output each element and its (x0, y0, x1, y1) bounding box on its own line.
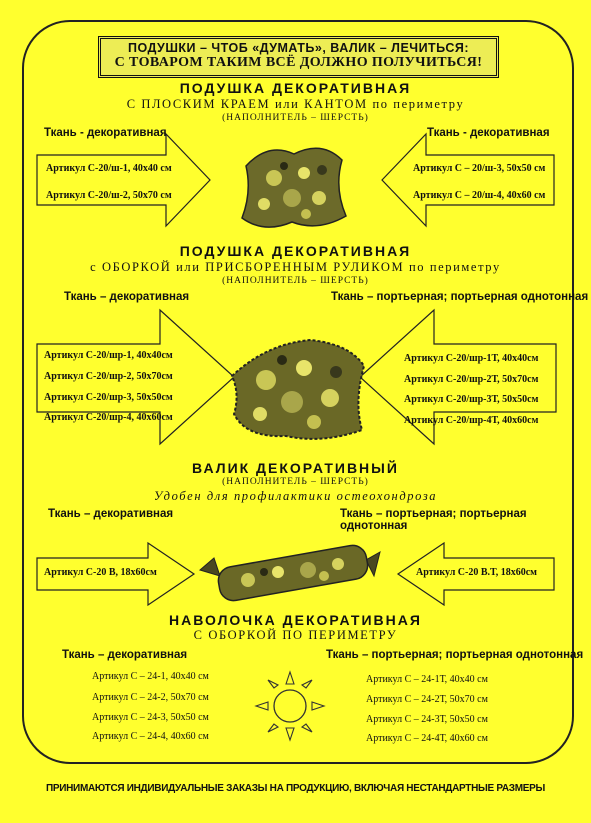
section1-note: (НАПОЛНИТЕЛЬ – ШЕРСТЬ) (222, 113, 369, 123)
section3-right-item: Артикул С-20 В.Т, 18х60см (416, 567, 537, 578)
section2-title: ПОДУШКА ДЕКОРАТИВНАЯ (179, 243, 412, 259)
section4-right-item-1: Артикул С – 24-1Т, 40х40 см (366, 674, 488, 685)
header-line-1: ПОДУШКИ – ЧТОБ «ДУМАТЬ», ВАЛИК – ЛЕЧИТЬСЯ: (127, 41, 470, 55)
section2-note: (НАПОЛНИТЕЛЬ – ШЕРСТЬ) (222, 276, 369, 286)
section3-note: (НАПОЛНИТЕЛЬ – ШЕРСТЬ) (222, 477, 369, 487)
section4-left-item-2: Артикул С – 24-2, 50х70 см (92, 692, 209, 703)
section1-left-arrow (36, 133, 212, 227)
section2-left-item-2: Артикул С-20/шр-2, 50х70см (44, 371, 173, 382)
section1-right-item-2: Артикул С – 20/ш-4, 40х60 см (413, 190, 546, 201)
header-banner (98, 36, 499, 78)
section4-left-item-4: Артикул С – 24-4, 40х60 см (92, 731, 209, 742)
section4-title: НАВОЛОЧКА ДЕКОРАТИВНАЯ (169, 612, 422, 628)
section1-right-fabric: Ткань - декоративная (427, 127, 550, 139)
section4-left-fabric: Ткань – декоративная (62, 649, 188, 661)
footer-note: ПРИНИМАЮТСЯ ИНДИВИДУАЛЬНЫЕ ЗАКАЗЫ НА ПРОДУКЦИЮ, ВКЛЮЧАЯ НЕСТАНДАРТНЫЕ РАЗМЕРЫ (45, 783, 545, 794)
section4-left-item-1: Артикул С – 24-1, 40х40 см (92, 671, 209, 682)
section2-right-item-2: Артикул С-20/шр-2Т, 50х70см (404, 374, 539, 385)
section1-left-fabric: Ткань - декоративная (44, 127, 167, 139)
section2-right-item-3: Артикул С-20/шр-3Т, 50х50см (404, 394, 539, 405)
section4-left-item-3: Артикул С – 24-3, 50х50 см (92, 712, 209, 723)
pillow-ruffled-image (226, 336, 370, 444)
section1-left-item-1: Артикул С-20/ш-1, 40х40 см (46, 163, 172, 174)
header-line-2: С ТОВАРОМ ТАКИМ ВСЁ ДОЛЖНО ПОЛУЧИТЬСЯ! (114, 55, 483, 70)
section2-left-item-1: Артикул С-20/шр-1, 40х40см (44, 350, 173, 361)
section1-left-item-2: Артикул С-20/ш-2, 50х70 см (46, 190, 172, 201)
section3-slogan: Удобен для профилактики остеохондроза (153, 489, 438, 503)
section3-right-fabric: Ткань – портьерная; портьерная однотонная (340, 508, 527, 532)
section2-right-item-1: Артикул С-20/шр-1Т, 40х40см (404, 353, 539, 364)
bolster-image (198, 542, 382, 602)
section3-left-fabric: Ткань – декоративная (48, 508, 174, 520)
section1-subtitle: С ПЛОСКИМ КРАЕМ или КАНТОМ по периметру (126, 97, 465, 111)
section2-left-item-3: Артикул С-20/шр-3, 50х50см (44, 392, 173, 403)
section2-right-item-4: Артикул С-20/шр-4Т, 40х60см (404, 415, 539, 426)
section3-title: ВАЛИК ДЕКОРАТИВНЫЙ (192, 460, 399, 476)
section4-right-item-2: Артикул С – 24-2Т, 50х70 см (366, 694, 488, 705)
pillow-flat-edge-image (234, 138, 352, 236)
section4-right-item-3: Артикул С – 24-3Т, 50х50 см (366, 714, 488, 725)
section2-left-fabric: Ткань – декоративная (64, 291, 190, 303)
section2-left-item-4: Артикул С-20/шр-4, 40х60см (44, 412, 173, 423)
section1-right-item-1: Артикул С – 20/ш-3, 50х50 см (413, 163, 546, 174)
section2-subtitle: с ОБОРКОЙ или ПРИСБОРЕННЫМ РУЛИКОМ по периметру (90, 260, 501, 274)
section4-subtitle: С ОБОРКОЙ ПО ПЕРИМЕТРУ (193, 628, 398, 642)
section4-right-fabric: Ткань – портьерная; портьерная однотонная (326, 649, 584, 661)
section1-title: ПОДУШКА ДЕКОРАТИВНАЯ (179, 80, 412, 96)
section1-right-arrow (380, 133, 556, 227)
section3-left-item: Артикул С-20 В, 18х60см (44, 567, 157, 578)
section2-right-fabric: Ткань – портьерная; портьерная однотонная (331, 291, 589, 303)
sun-icon (250, 668, 330, 744)
section4-right-item-4: Артикул С – 24-4Т, 40х60 см (366, 733, 488, 744)
